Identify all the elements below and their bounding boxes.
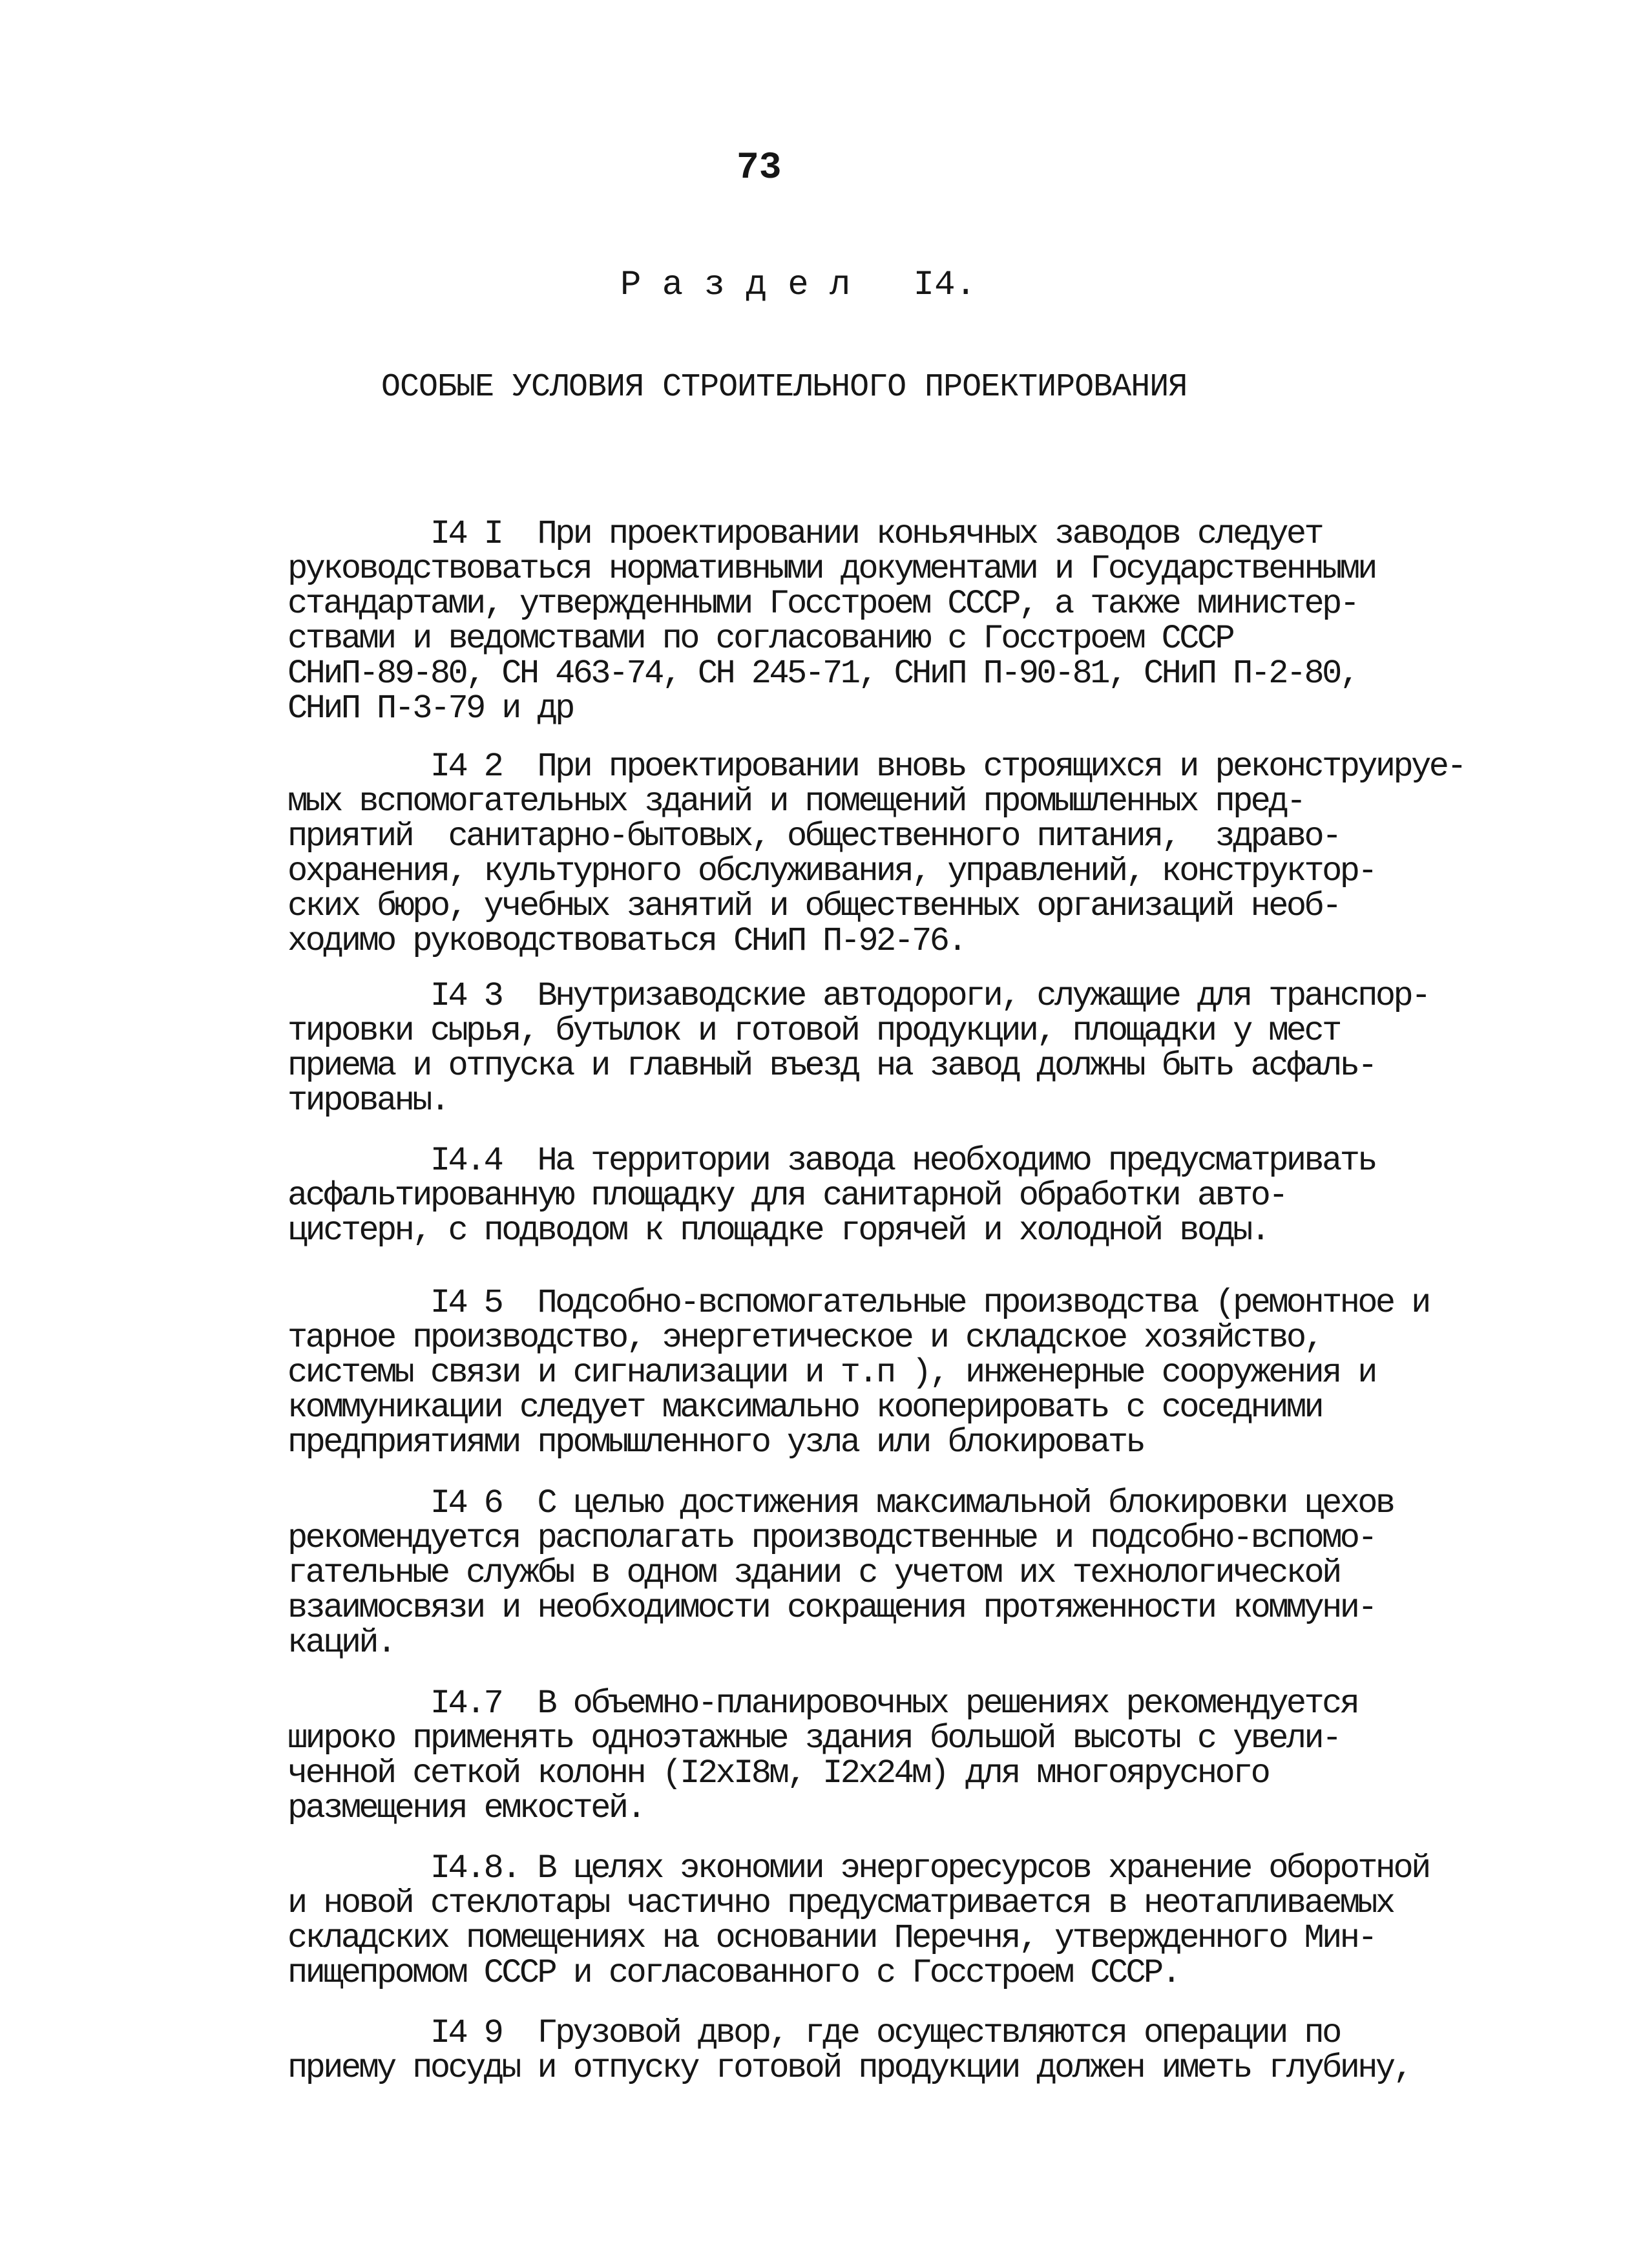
text-line: ских бюро, учебных занятий и общественных организаций необ- xyxy=(288,887,1340,925)
text-line: рекомендуется располагать производственные и подсобно-вспомо- xyxy=(288,1519,1376,1557)
paragraph-item-14-5 xyxy=(288,1286,1586,1460)
text-line: широко применять одноэтажные здания большой высоты с увели- xyxy=(288,1719,1340,1758)
text-line: I4 2 При проектировании вновь строящихся и реконструируе- xyxy=(288,748,1465,786)
paragraph-item-14-6 xyxy=(288,1486,1586,1661)
text-line: тарное производство, энергетическое и складское хозяйство, xyxy=(288,1319,1323,1357)
paragraph-item-14-3 xyxy=(288,979,1586,1118)
text-line: асфальтированную площадку для санитарной обработки авто- xyxy=(288,1177,1286,1215)
text-line: охранения, культурного обслуживания, управлений, конструктор- xyxy=(288,852,1376,890)
text-line: складских помещениях на основании Перечня, утвержденного Мин- xyxy=(288,1919,1376,1957)
text-line: СНиП-89-80, СН 463-74, СН 245-71, СНиП П-90-81, СНиП П-2-80, xyxy=(288,655,1358,693)
text-line: I4 5 Подсобно-вспомогательные производства (ремонтное и xyxy=(288,1284,1429,1322)
text-line: I4 I При проектировании коньячных заводов следует xyxy=(288,515,1323,553)
text-line: I4.8. В целях экономии энергоресурсов хранение оборотной xyxy=(288,1849,1429,1887)
text-line: каций. xyxy=(288,1624,395,1662)
text-line: коммуникации следует максимально кооперировать с соседними xyxy=(288,1389,1323,1427)
text-line: и новой стеклотары частично предусматривается в неотапливаемых xyxy=(288,1884,1394,1922)
text-line: ченной сеткой колонн (I2хI8м, I2х24м) для многоярусного xyxy=(288,1754,1269,1792)
text-line: I4 6 С целью достижения максимальной блокировки цехов xyxy=(288,1484,1394,1522)
text-line: предприятиями промышленного узла или блокировать xyxy=(288,1423,1144,1462)
text-line: системы связи и сигнализации и т.п ), инженерные сооружения и xyxy=(288,1354,1376,1392)
paragraph-item-14-7 xyxy=(288,1686,1586,1826)
text-line: тированы. xyxy=(288,1082,448,1120)
text-line: ходимо руководствоваться СНиП П-92-76. xyxy=(288,922,965,960)
text-line: I4.7 В объемно-планировочных решениях рекомендуется xyxy=(288,1685,1358,1723)
paragraph-item-14-4 xyxy=(288,1144,1586,1248)
text-line: стандартами, утвержденными Госстроем СССР, а также министер- xyxy=(288,585,1358,623)
section-title: ОСОБЫЕ УСЛОВИЯ СТРОИТЕЛЬНОГО ПРОЕКТИРОВАНИЯ xyxy=(381,369,1188,406)
paragraph-item-14-2 xyxy=(288,750,1586,959)
paragraph-item-14-8 xyxy=(288,1851,1586,1991)
text-line: I4 9 Грузовой двор, где осуществляются операции по xyxy=(288,2014,1340,2052)
text-line: ствами и ведомствами по согласованию с Госстроем СССР xyxy=(288,620,1233,658)
section-heading: Р а з д е л I4. xyxy=(620,266,976,305)
text-line: тировки сырья, бутылок и готовой продукции, площадки у мест xyxy=(288,1012,1340,1050)
text-line: СНиП П-3-79 и др xyxy=(288,689,573,728)
text-line: I4.4 На территории завода необходимо предусматривать xyxy=(288,1142,1376,1180)
text-line: размещения емкостей. xyxy=(288,1789,645,1827)
text-line: I4 3 Внутризаводские автодороги, служащие для транспор- xyxy=(288,977,1429,1015)
text-line: приема и отпуска и главный въезд на завод должны быть асфаль- xyxy=(288,1047,1376,1085)
text-line: цистерн, с подводом к площадке горячей и холодной воды. xyxy=(288,1212,1269,1250)
page-number: 73 xyxy=(737,147,782,189)
paragraph-item-14-9 xyxy=(288,2016,1586,2086)
paragraph-item-14-1 xyxy=(288,517,1586,726)
text-line: мых вспомогательных зданий и помещений промышленных пред- xyxy=(288,782,1304,821)
text-line: гательные службы в одном здании с учетом их технологической xyxy=(288,1554,1340,1592)
text-line: приему посуды и отпуску готовой продукции должен иметь глубину, xyxy=(288,2049,1412,2087)
text-line: пищепромом СССР и согласованного с Госстроем СССР. xyxy=(288,1954,1180,1992)
text-line: приятий санитарно-бытовых, общественного питания, здраво- xyxy=(288,817,1340,856)
text-line: руководствоваться нормативными документами и Государственными xyxy=(288,550,1376,588)
text-line: взаимосвязи и необходимости сокращения протяженности коммуни- xyxy=(288,1589,1376,1627)
